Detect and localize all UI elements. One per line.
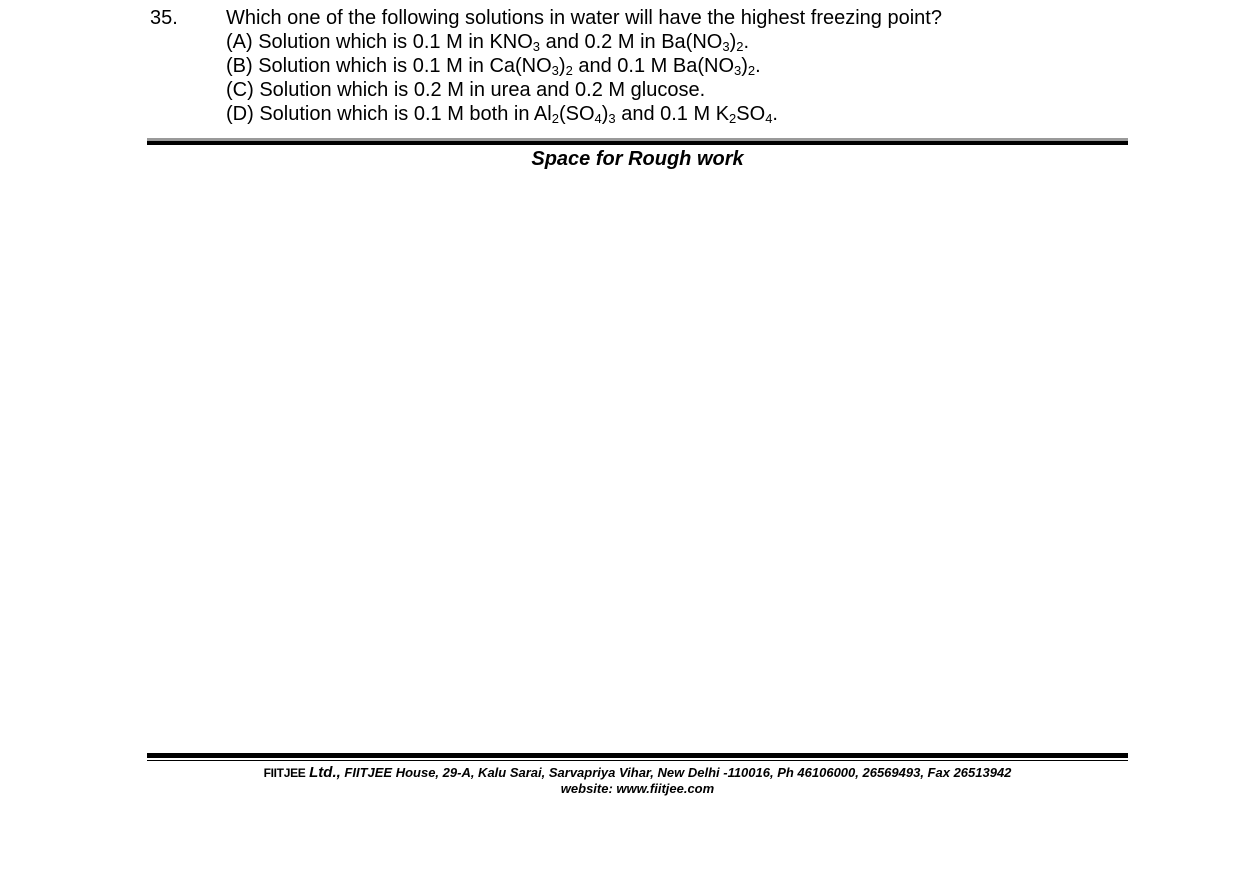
option-b-text: .: [755, 55, 761, 77]
rough-work-title: Space for Rough work: [531, 148, 744, 170]
option-d: [226, 102, 1126, 126]
option-a-subscript: 2: [736, 39, 744, 54]
option-a: [226, 30, 1126, 54]
footer-address-line: [147, 765, 1128, 781]
option-d-subscript: 4: [594, 111, 602, 126]
option-b-subscript: 3: [551, 63, 559, 78]
bottom-divider-thin: [147, 760, 1128, 761]
footer-address: FIITJEE House, 29-A, Kalu Sarai, Sarvapriya Vihar, New Delhi -110016, Ph 46106000, 26569493, Fax 26513942: [344, 765, 1012, 780]
bottom-divider: [147, 753, 1128, 758]
option-d-text: and 0.1 M K: [615, 103, 730, 125]
footer-ltd: Ltd.,: [309, 764, 341, 781]
option-d-subscript: 2: [729, 111, 737, 126]
option-b-subscript: 2: [747, 63, 756, 78]
option-b-text: ): [558, 55, 566, 77]
footer-website: website: www.fiitjee.com: [560, 781, 715, 796]
footer: [147, 765, 1128, 796]
option-d-subscript: 2: [551, 111, 559, 126]
option-d-text: (SO: [558, 103, 595, 125]
option-d-text: ): [601, 103, 609, 125]
option-a-text: .: [743, 31, 750, 53]
question-body: [226, 6, 1126, 126]
option-d-text: .: [772, 103, 778, 125]
option-b-subscript: 3: [734, 63, 742, 78]
option-b-subscript: 2: [565, 63, 573, 78]
option-a-subscript: 3: [532, 39, 541, 54]
option-a-text: (A) Solution which is 0.1 M in KNO: [226, 31, 533, 53]
option-a-text: and 0.2 M in Ba(NO: [540, 31, 723, 53]
option-c: (C) Solution which is 0.2 M in urea and 0.2 M glucose.: [226, 79, 706, 101]
option-b: [226, 54, 1126, 78]
option-d-text: SO: [736, 103, 766, 125]
option-d-subscript: 3: [608, 111, 616, 126]
option-d-text: (D) Solution which is 0.1 M both in Al: [226, 103, 552, 125]
option-a-subscript: 3: [722, 39, 730, 54]
option-d-subscript: 4: [765, 111, 773, 126]
question-stem: Which one of the following solutions in water will have the highest freezing point?: [226, 7, 942, 29]
question-number: 35.: [150, 7, 178, 29]
option-b-text: (B) Solution which is 0.1 M in Ca(NO: [226, 55, 552, 77]
top-divider: [147, 138, 1128, 145]
footer-brand: FIITJEE: [263, 766, 306, 780]
option-a-text: ): [729, 31, 737, 53]
option-b-text: and 0.1 M Ba(NO: [572, 55, 734, 77]
option-b-text: ): [741, 55, 748, 77]
